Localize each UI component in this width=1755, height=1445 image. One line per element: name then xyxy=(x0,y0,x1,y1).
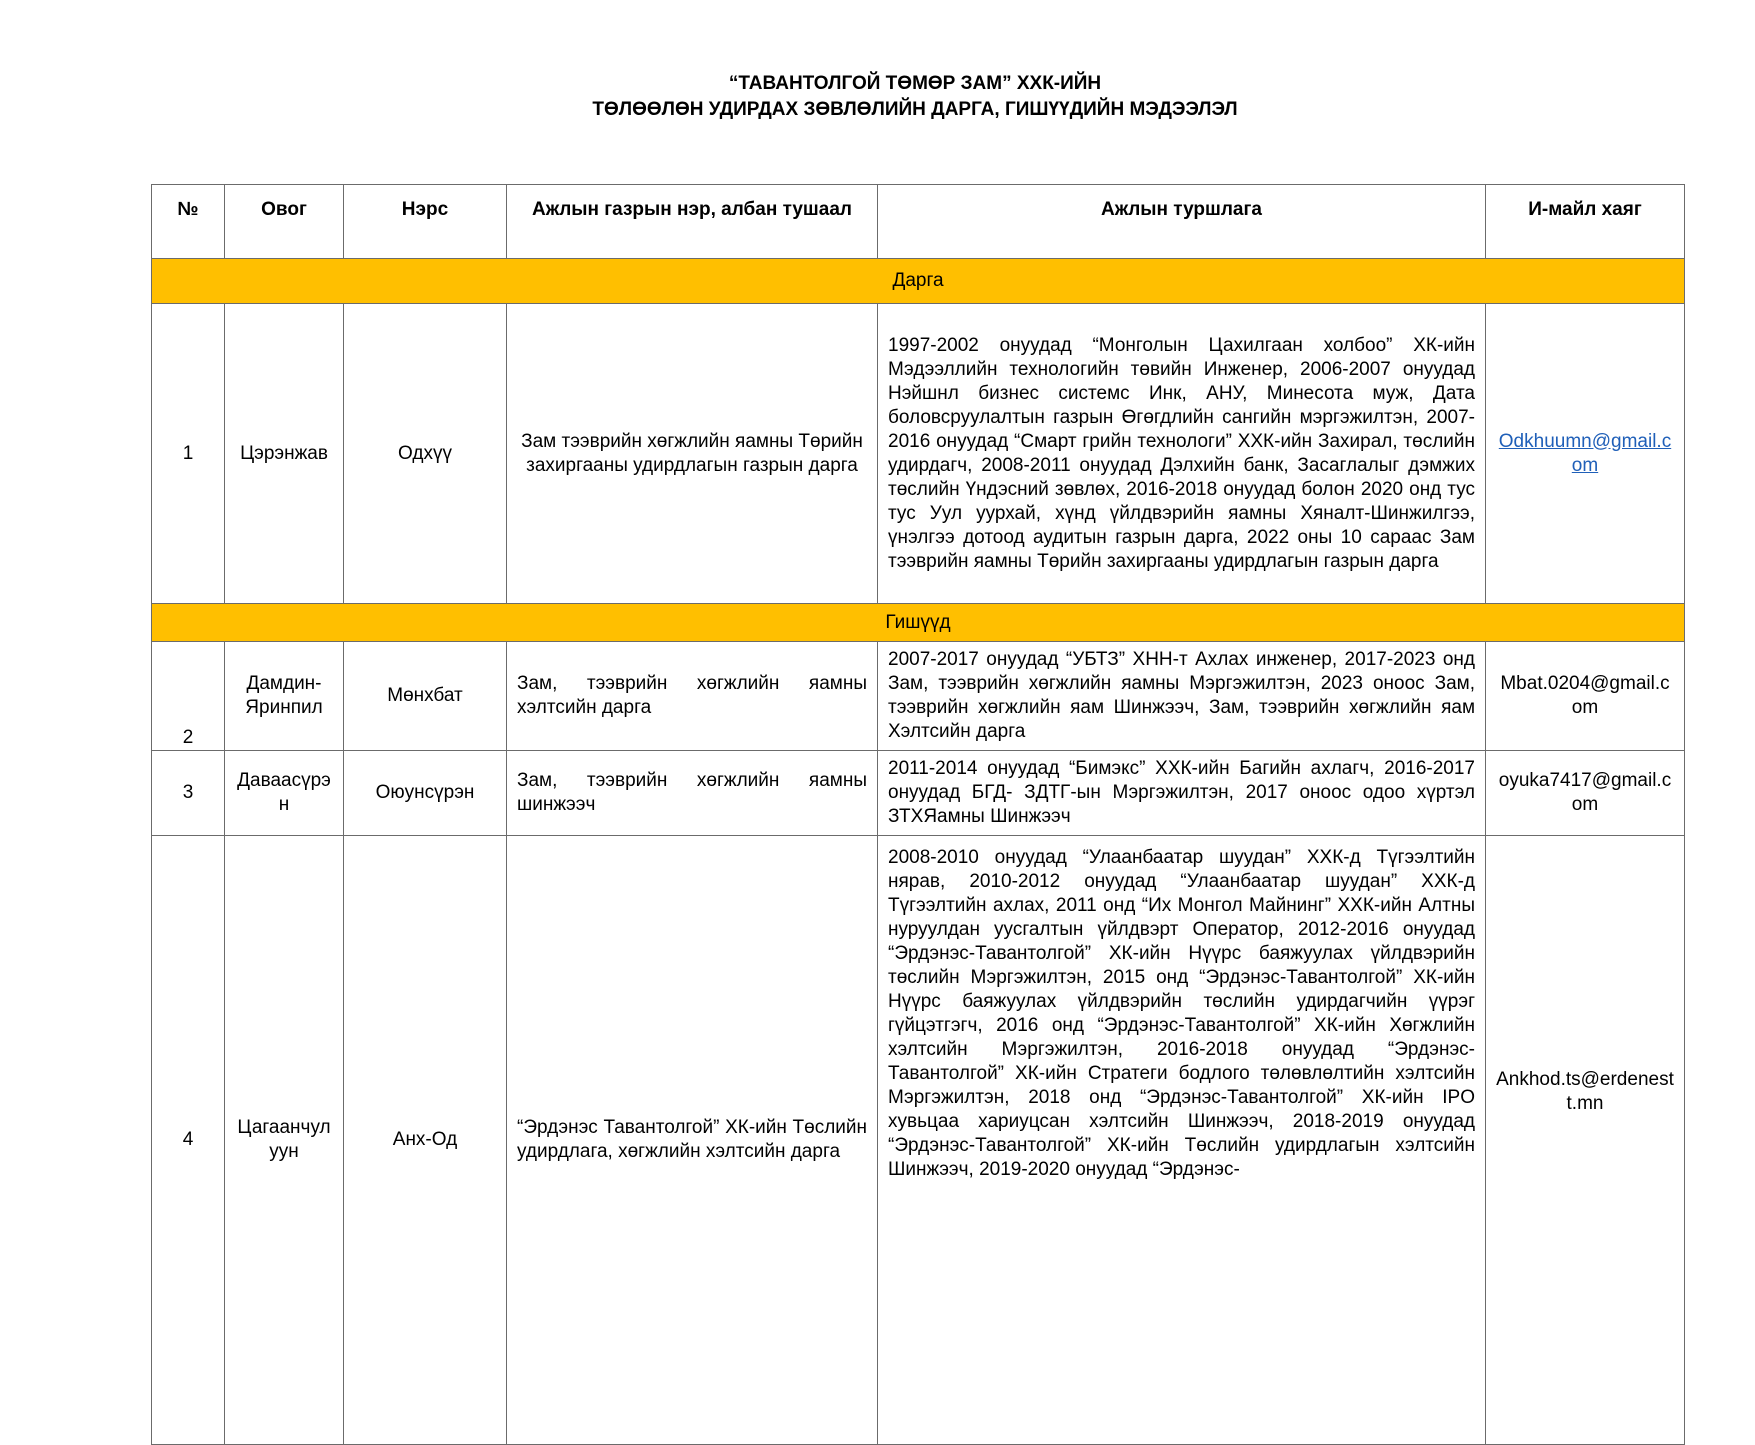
cell-name: Анх-Од xyxy=(344,836,507,1445)
cell-name: Мөнхбат xyxy=(344,642,507,751)
header-workplace: Ажлын газрын нэр, албан тушаал xyxy=(507,185,878,259)
header-email: И-майл хаяг xyxy=(1486,185,1685,259)
cell-experience: 2011-2014 онуудад “Бимэкс” ХХК-ийн Багийн ахлагч, 2016-2017 онуудад БГД- ЗДТГ-ын Мэргэжилтэн, 2017 оноос одоо хүртэл ЗТХЯамны Шинжээч xyxy=(878,751,1486,836)
cell-name: Одхүү xyxy=(344,304,507,604)
cell-name: Оюунсүрэн xyxy=(344,751,507,836)
cell-surname: Цагаанчулуун xyxy=(225,836,344,1445)
cell-email: Mbat.0204@gmail.com xyxy=(1486,642,1685,751)
section-row-members xyxy=(152,604,1685,642)
cell-number: 1 xyxy=(152,304,225,604)
cell-workplace: Зам, тээврийн хөгжлийн яамны шинжээч xyxy=(507,751,878,836)
cell-experience xyxy=(878,836,1486,1445)
board-members-table xyxy=(151,184,1685,1445)
cell-workplace: Зам тээврийн хөгжлийн яамны Төрийн захиргааны удирдлагын газрын дарга xyxy=(507,304,878,604)
header-number: № xyxy=(152,185,225,259)
section-row-chair xyxy=(152,259,1685,304)
cell-surname: Цэрэнжав xyxy=(225,304,344,604)
cell-experience: 1997-2002 онуудад “Монголын Цахилгаан холбоо” ХК-ийн Мэдээллийн технологийн төвийн Инженер, 2006-2007 онуудад Нэйшнл бизнес системс Инк, АНУ, Минесота муж, Дата боловсруулалтын газрын Өгөгдлийн сангийн мэргэжилтэн, 2007-2016 онуудад “Смарт грийн технологи” ХХК-ийн Захирал, төслийн удирдагч, 2008-2011 онуудад Дэлхийн банк, Засаглалыг дэмжих төслийн Үндэсний зөвлөх, 2016-2018 онуудад болон 2020 онд тус тус Уул уурхай, хүнд үйлдвэрийн яамны Хяналт-Шинжилгээ, үнэлгээ дотоод аудитын газрын дарга, 2022 оны 10 сараас Зам тээврийн яамны Төрийн захиргааны удирдлагын газрын дарга xyxy=(878,304,1486,604)
section-label-chair: Дарга xyxy=(152,259,1685,304)
table-row xyxy=(152,304,1685,604)
header-surname: Овог xyxy=(225,185,344,259)
title-line-2: ТӨЛӨӨЛӨН УДИРДАХ ЗӨВЛӨЛИЙН ДАРГА, ГИШҮҮДИЙН МЭДЭЭЛЭЛ xyxy=(592,99,1238,120)
cell-email: Ankhod.ts@erdenestt.mn xyxy=(1486,836,1685,1445)
table-row xyxy=(152,836,1685,1445)
email-link[interactable]: Odkhuumn@gmail.com xyxy=(1498,430,1672,476)
cell-workplace: “Эрдэнэс Тавантолгой” ХК-ийн Төслийн удирдлага, хөгжлийн хэлтсийн дарга xyxy=(507,836,878,1445)
cell-email xyxy=(1486,304,1685,604)
cell-email: oyuka7417@gmail.com xyxy=(1486,751,1685,836)
experience-text: 2008-2010 онуудад “Улаанбаатар шуудан” ХХК-д Түгээлтийн нярав, 2010-2012 онуудад “Улаанбаатар шуудан” ХХК-д Түгээлтийн ахлах, 2011 онд “Их Монгол Майнинг” ХХК-ийн Алтны нуруулдан уусгалтын үйлдвэрт Оператор, 2012-2016 онуудад “Эрдэнэс-Тавантолгой” ХК-ийн Нүүрс баяжуулах үйлдвэрийн төслийн Мэргэжилтэн, 2015 онд “Эрдэнэс-Тавантолгой” ХК-ийн Нүүрс баяжуулах үйлдвэрийн төслийн удирдагчийн үүрэг гүйцэтгэгч, 2016 онд “Эрдэнэс-Тавантолгой” ХК-ийн Хөгжлийн хэлтсийн Мэргэжилтэн, 2016-2018 онуудад “Эрдэнэс-Тавантолгой” ХК-ийн Стратеги бодлого төлөвлөлтийн хэлтсийн Мэргэжилтэн, 2018 онд “Эрдэнэс-Тавантолгой” ХК-ийн IPO хувьцаа хариуцсан хэлтсийн Шинжээч, 2018-2019 онуудад “Эрдэнэс-Тавантолгой” ХК-ийн Төслийн удирдлагын хэлтсийн Шинжээч, 2019-2020 онуудад “Эрдэнэс- xyxy=(888,847,1475,1180)
table-row xyxy=(152,642,1685,751)
table-header-row xyxy=(152,185,1685,259)
section-label-members: Гишүүд xyxy=(152,604,1685,642)
document-title xyxy=(0,71,1755,123)
table-row xyxy=(152,751,1685,836)
cell-number: 4 xyxy=(152,836,225,1445)
cell-workplace: Зам, тээврийн хөгжлийн яамны хэлтсийн дарга xyxy=(507,642,878,751)
header-experience: Ажлын туршлага xyxy=(878,185,1486,259)
cell-experience: 2007-2017 онуудад “УБТЗ” ХНН-т Ахлах инженер, 2017-2023 онд Зам, тээврийн хөгжлийн яамны Мэргэжилтэн, 2023 оноос Зам, тээврийн хөгжлийн яам Шинжээч, Зам, тээврийн хөгжлийн яам Хэлтсийн дарга xyxy=(878,642,1486,751)
cell-number: 2 xyxy=(152,642,225,751)
cell-surname: Даваасүрэн xyxy=(225,751,344,836)
cell-surname: Дамдин-Яринпил xyxy=(225,642,344,751)
title-line-1: “ТАВАНТОЛГОЙ ТӨМӨР ЗАМ” ХХК-ИЙН xyxy=(728,73,1102,94)
header-name: Нэрс xyxy=(344,185,507,259)
cell-number: 3 xyxy=(152,751,225,836)
